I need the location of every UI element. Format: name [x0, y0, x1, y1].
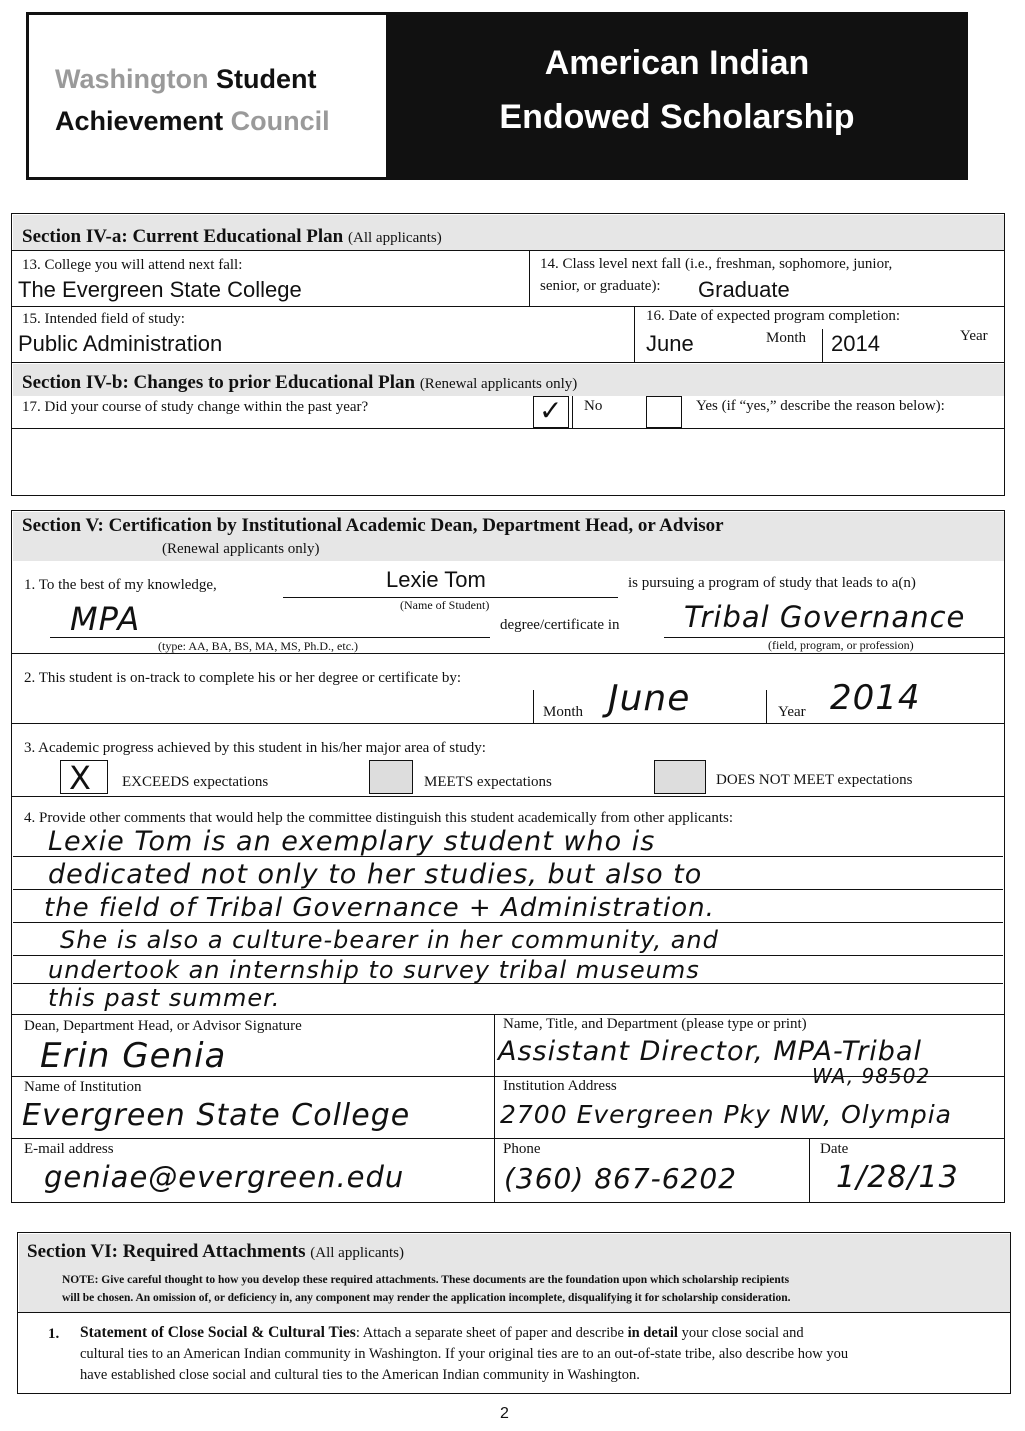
section-4a-title-text: Section IV-a: Current Educational Plan — [22, 226, 344, 247]
attachment-item-title: Statement of Close Social & Cultural Ties — [80, 1324, 356, 1341]
attachment-item-number: 1. — [48, 1326, 60, 1342]
divider — [11, 250, 1005, 251]
section-5-title-note: (Renewal applicants only) — [162, 541, 320, 557]
underline — [50, 637, 490, 638]
email-label: E-mail address — [24, 1141, 114, 1157]
q2-year-label: Year — [778, 704, 806, 720]
q3-not-meet-label: DOES NOT MEET expectations — [716, 772, 913, 788]
divider — [822, 329, 823, 362]
divider — [766, 690, 767, 723]
q1-mid: degree/certificate in — [500, 617, 620, 633]
q14-label-line2: senior, or graduate): — [540, 278, 661, 294]
page-number: 2 — [500, 1405, 509, 1422]
name-title-value[interactable]: Assistant Director, MPA-Tribal — [498, 1036, 922, 1067]
q4-comment-line[interactable]: dedicated not only to her studies, but also to — [48, 859, 703, 890]
date-label: Date — [820, 1141, 849, 1157]
divider — [533, 690, 534, 723]
q3-label: 3. Academic progress achieved by this student in his/her major area of study: — [24, 740, 486, 756]
q2-month-value[interactable]: June — [608, 678, 691, 719]
q1-field-caption: (field, program, or profession) — [768, 638, 914, 652]
q3-meets-checkbox[interactable] — [369, 760, 413, 794]
scholarship-title-line2: Endowed Scholarship — [499, 98, 855, 136]
q14-label-line1: 14. Class level next fall (i.e., freshman, sophomore, junior, — [540, 256, 893, 272]
q4-comment-line[interactable]: She is also a culture-bearer in her community, and — [60, 926, 719, 954]
q1-student-caption: (Name of Student) — [400, 598, 490, 612]
q17-label: 17. Did your course of study change within the past year? — [22, 399, 369, 415]
q3-meets-label: MEETS expectations — [424, 774, 552, 790]
q2-year-value[interactable]: 2014 — [830, 678, 921, 718]
q2-month-label: Month — [543, 704, 584, 720]
address-label: Institution Address — [503, 1078, 617, 1094]
divider — [809, 1138, 810, 1203]
section-6-note — [62, 1271, 790, 1307]
q17-yes-label: Yes (if “yes,” describe the reason below): — [696, 398, 945, 414]
section-6-title — [27, 1241, 404, 1263]
q3-exceeds-label: EXCEEDS expectations — [122, 774, 269, 790]
q3-not-meet-checkbox[interactable] — [654, 760, 706, 794]
section-4a-title-note: (All applicants) — [348, 230, 442, 246]
address-zip[interactable]: WA, 98502 — [812, 1064, 931, 1088]
q1-suffix: is pursuing a program of study that leads to a(n) — [628, 575, 916, 591]
attachment-item-line3: have established close social and cultural ties to the American Indian community in Washington. — [80, 1367, 640, 1383]
org-word-washington: Washington — [55, 64, 209, 94]
q16-year-label: Year — [960, 328, 988, 344]
divider — [11, 796, 1005, 797]
q16-year-value[interactable]: 2014 — [831, 331, 880, 356]
q14-value[interactable]: Graduate — [698, 277, 790, 302]
q17-reason-area[interactable] — [13, 430, 1004, 494]
q1-student-name[interactable]: Lexie Tom — [386, 567, 486, 592]
section-4a-title — [22, 226, 442, 248]
institution-label: Name of Institution — [24, 1079, 142, 1095]
section-6-note-line1: NOTE: Give careful thought to how you develop these required attachments. These documents are the foundation upon which scholarship recipients — [62, 1274, 790, 1286]
divider — [494, 1014, 495, 1203]
divider — [11, 723, 1005, 724]
divider — [11, 428, 1005, 429]
divider — [11, 1014, 1005, 1015]
q17-no-checkbox[interactable] — [533, 396, 569, 428]
name-title-label: Name, Title, and Department (please type or print) — [503, 1016, 807, 1032]
institution-value[interactable]: Evergreen State College — [22, 1098, 411, 1133]
section-6-title-note: (All applicants) — [310, 1245, 404, 1261]
q3-exceeds-checkbox[interactable] — [60, 759, 108, 797]
q4-comment-line[interactable]: this past summer. — [48, 984, 281, 1012]
email-value[interactable]: geniae@evergreen.edu — [44, 1160, 405, 1194]
q1-degree[interactable]: MPA — [70, 600, 141, 638]
section-6-title-text: Section VI: Required Attachments — [27, 1241, 306, 1262]
attachment-item-bold: in detail — [627, 1325, 678, 1341]
org-word-achievement: Achievement — [55, 106, 224, 136]
section-4b-title-text: Section IV-b: Changes to prior Educational Plan — [22, 372, 416, 393]
date-value[interactable]: 1/28/13 — [836, 1160, 959, 1195]
q13-value[interactable]: The Evergreen State College — [18, 277, 302, 302]
x-mark-icon: X — [69, 759, 92, 797]
q4-comment-line[interactable]: the field of Tribal Governance + Administration. — [44, 893, 715, 923]
attachment-item-line2: cultural ties to an American Indian community in Washington. If your original ties are to an out-of-state tribe, also describe how you — [80, 1346, 849, 1362]
signature-label: Dean, Department Head, or Advisor Signature — [24, 1018, 302, 1034]
scholarship-title-line1: American Indian — [544, 44, 810, 82]
q1-prefix: 1. To the best of my knowledge, — [24, 577, 217, 593]
q4-label: 4. Provide other comments that would help the committee distinguish this student academically from other applicants: — [24, 810, 734, 826]
check-mark-icon: ✓ — [539, 394, 564, 427]
q1-field[interactable]: Tribal Governance — [684, 600, 966, 634]
q4-comment-line[interactable]: undertook an internship to survey tribal museums — [48, 956, 700, 984]
q4-comment-line[interactable]: Lexie Tom is an exemplary student who is — [48, 826, 656, 857]
attachment-item-text2: your close social and — [681, 1325, 804, 1341]
phone-label: Phone — [503, 1141, 541, 1157]
q17-no-label: No — [584, 398, 603, 414]
org-word-council: Council — [230, 106, 330, 136]
section-4b-title — [22, 372, 577, 394]
q1-degree-caption: (type: AA, BA, BS, MA, MS, Ph.D., etc.) — [158, 639, 359, 653]
q15-label: 15. Intended field of study: — [22, 311, 185, 327]
divider — [572, 396, 573, 428]
org-word-student: Student — [216, 64, 317, 94]
phone-value[interactable]: (360) 867-6202 — [504, 1162, 737, 1195]
divider — [11, 306, 1005, 307]
divider — [529, 250, 530, 306]
divider — [634, 306, 635, 362]
q16-month-value[interactable]: June — [646, 331, 694, 356]
org-logo — [55, 58, 375, 142]
q16-month-label: Month — [766, 330, 807, 346]
q13-label: 13. College you will attend next fall: — [22, 257, 243, 273]
section-6-note-line2: will be chosen. An omission of, or deficiency in, any component may render the application incomplete, disqualifying it for scholarship consideration. — [62, 1292, 791, 1304]
section-5-title: Section V: Certification by Institutional Academic Dean, Department Head, or Advisor — [22, 515, 724, 536]
attachment-item-line1 — [80, 1322, 848, 1344]
q15-value[interactable]: Public Administration — [18, 331, 223, 356]
divider — [11, 653, 1005, 654]
divider — [11, 1138, 1005, 1139]
q16-label: 16. Date of expected program completion: — [646, 308, 901, 324]
attachment-item-text1: : Attach a separate sheet of paper and describe — [355, 1325, 624, 1341]
signature-value[interactable]: Erin Genia — [40, 1036, 227, 1076]
divider — [17, 1312, 1011, 1313]
scholarship-title — [386, 36, 968, 144]
q17-yes-checkbox[interactable] — [646, 396, 682, 428]
section-4b-title-note: (Renewal applicants only) — [419, 376, 578, 392]
q2-label: 2. This student is on-track to complete his or her degree or certificate by: — [24, 670, 462, 686]
address-value[interactable]: 2700 Evergreen Pky NW, Olympia — [500, 1100, 952, 1129]
